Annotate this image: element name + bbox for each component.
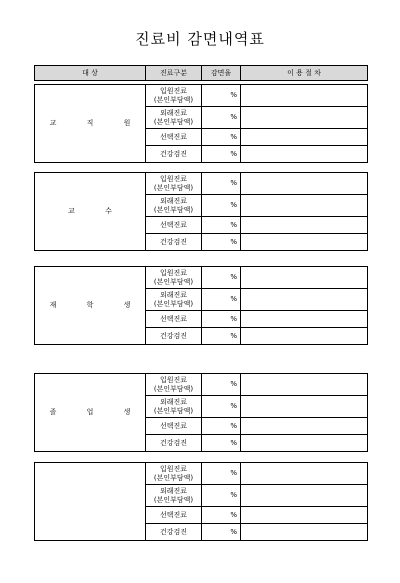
care-type-label: 선택진료 bbox=[159, 220, 188, 229]
care-type-label: 건강검진 bbox=[159, 527, 188, 536]
discount-rate-cell[interactable]: % bbox=[202, 146, 241, 163]
procedure-cell[interactable] bbox=[241, 107, 368, 129]
care-type-cell bbox=[146, 234, 202, 251]
care-type-sublabel: (본인부담액) bbox=[153, 406, 194, 415]
group-table bbox=[34, 462, 368, 541]
care-type-label: 선택진료 bbox=[159, 421, 188, 430]
care-type-cell bbox=[146, 267, 202, 289]
group-table bbox=[34, 266, 368, 345]
procedure-cell[interactable] bbox=[241, 435, 368, 452]
care-type-cell bbox=[146, 146, 202, 163]
procedure-cell[interactable] bbox=[241, 146, 368, 163]
table-row bbox=[35, 267, 368, 289]
header-type: 진료구분 bbox=[146, 66, 202, 81]
table-row bbox=[35, 85, 368, 107]
page-title: 진료비 감면내역표 bbox=[135, 30, 265, 48]
care-type-cell bbox=[146, 435, 202, 452]
care-type-label: 입원진료 bbox=[159, 464, 188, 473]
group-table bbox=[34, 84, 368, 163]
procedure-cell[interactable] bbox=[241, 195, 368, 217]
discount-rate-cell[interactable]: % bbox=[202, 485, 241, 507]
care-type-cell bbox=[146, 485, 202, 507]
procedure-cell[interactable] bbox=[241, 85, 368, 107]
header-period: 이 용 절 차 bbox=[241, 66, 368, 81]
discount-rate-cell[interactable]: % bbox=[202, 418, 241, 435]
group-label: 교 수 bbox=[35, 173, 146, 251]
procedure-cell[interactable] bbox=[241, 396, 368, 418]
discount-rate-cell[interactable]: % bbox=[202, 435, 241, 452]
care-type-cell bbox=[146, 311, 202, 328]
group-table bbox=[34, 172, 368, 251]
care-type-label: 외래진료 bbox=[159, 108, 188, 117]
care-type-cell bbox=[146, 85, 202, 107]
care-type-cell bbox=[146, 374, 202, 396]
discount-rate-cell[interactable]: % bbox=[202, 217, 241, 234]
care-type-sublabel: (본인부담액) bbox=[153, 299, 194, 308]
procedure-cell[interactable] bbox=[241, 173, 368, 195]
procedure-cell[interactable] bbox=[241, 485, 368, 507]
discount-rate-cell[interactable]: % bbox=[202, 289, 241, 311]
care-type-label: 건강검진 bbox=[159, 149, 188, 158]
discount-rate-cell[interactable]: % bbox=[202, 374, 241, 396]
care-type-cell bbox=[146, 396, 202, 418]
care-type-cell bbox=[146, 107, 202, 129]
table-row bbox=[35, 374, 368, 396]
care-type-cell bbox=[146, 195, 202, 217]
procedure-cell[interactable] bbox=[241, 311, 368, 328]
discount-rate-cell[interactable]: % bbox=[202, 129, 241, 146]
discount-rate-cell[interactable]: % bbox=[202, 328, 241, 345]
care-type-label: 선택진료 bbox=[159, 510, 188, 519]
procedure-cell[interactable] bbox=[241, 328, 368, 345]
group-label: 교 직 원 bbox=[35, 85, 146, 163]
care-type-cell bbox=[146, 289, 202, 311]
header-rate: 감면율 bbox=[202, 66, 241, 81]
discount-rate-cell[interactable]: % bbox=[202, 107, 241, 129]
header-target: 대 상 bbox=[35, 66, 146, 81]
care-type-cell bbox=[146, 328, 202, 345]
procedure-cell[interactable] bbox=[241, 289, 368, 311]
group-label bbox=[35, 463, 146, 541]
discount-rate-cell[interactable]: % bbox=[202, 311, 241, 328]
care-type-cell bbox=[146, 129, 202, 146]
discount-rate-cell[interactable]: % bbox=[202, 396, 241, 418]
procedure-cell[interactable] bbox=[241, 267, 368, 289]
procedure-cell[interactable] bbox=[241, 129, 368, 146]
care-type-label: 입원진료 bbox=[159, 375, 188, 384]
care-type-label: 외래진료 bbox=[159, 290, 188, 299]
care-type-label: 외래진료 bbox=[159, 196, 188, 205]
procedure-cell[interactable] bbox=[241, 234, 368, 251]
procedure-cell[interactable] bbox=[241, 418, 368, 435]
care-type-sublabel: (본인부담액) bbox=[153, 473, 194, 482]
care-type-cell bbox=[146, 418, 202, 435]
care-type-label: 선택진료 bbox=[159, 314, 188, 323]
care-type-cell bbox=[146, 507, 202, 524]
group-label: 졸 업 생 bbox=[35, 374, 146, 452]
care-type-cell bbox=[146, 217, 202, 234]
discount-rate-cell[interactable]: % bbox=[202, 173, 241, 195]
header-row bbox=[35, 66, 368, 81]
discount-rate-cell[interactable]: % bbox=[202, 463, 241, 485]
discount-rate-cell[interactable]: % bbox=[202, 234, 241, 251]
care-type-sublabel: (본인부담액) bbox=[153, 277, 194, 286]
care-type-label: 입원진료 bbox=[159, 174, 188, 183]
care-type-sublabel: (본인부담액) bbox=[153, 117, 194, 126]
care-type-cell bbox=[146, 463, 202, 485]
procedure-cell[interactable] bbox=[241, 217, 368, 234]
care-type-sublabel: (본인부담액) bbox=[153, 183, 194, 192]
care-type-label: 건강검진 bbox=[159, 331, 188, 340]
procedure-cell[interactable] bbox=[241, 524, 368, 541]
care-type-sublabel: (본인부담액) bbox=[153, 205, 194, 214]
discount-rate-cell[interactable]: % bbox=[202, 85, 241, 107]
care-type-sublabel: (본인부담액) bbox=[153, 95, 194, 104]
table-row bbox=[35, 173, 368, 195]
table-row bbox=[35, 463, 368, 485]
care-type-label: 입원진료 bbox=[159, 268, 188, 277]
care-type-label: 입원진료 bbox=[159, 86, 188, 95]
care-type-label: 외래진료 bbox=[159, 397, 188, 406]
procedure-cell[interactable] bbox=[241, 463, 368, 485]
discount-rate-cell[interactable]: % bbox=[202, 267, 241, 289]
care-type-sublabel: (본인부담액) bbox=[153, 495, 194, 504]
discount-rate-cell[interactable]: % bbox=[202, 507, 241, 524]
care-type-cell bbox=[146, 173, 202, 195]
care-type-label: 외래진료 bbox=[159, 486, 188, 495]
header-table bbox=[34, 65, 368, 81]
care-type-cell bbox=[146, 524, 202, 541]
care-type-label: 건강검진 bbox=[159, 438, 188, 447]
procedure-cell[interactable] bbox=[241, 507, 368, 524]
group-label: 재 학 생 bbox=[35, 267, 146, 345]
procedure-cell[interactable] bbox=[241, 374, 368, 396]
care-type-label: 선택진료 bbox=[159, 132, 188, 141]
care-type-label: 건강검진 bbox=[159, 237, 188, 246]
discount-rate-cell[interactable]: % bbox=[202, 524, 241, 541]
care-type-sublabel: (본인부담액) bbox=[153, 384, 194, 393]
discount-rate-cell[interactable]: % bbox=[202, 195, 241, 217]
group-table bbox=[34, 373, 368, 452]
